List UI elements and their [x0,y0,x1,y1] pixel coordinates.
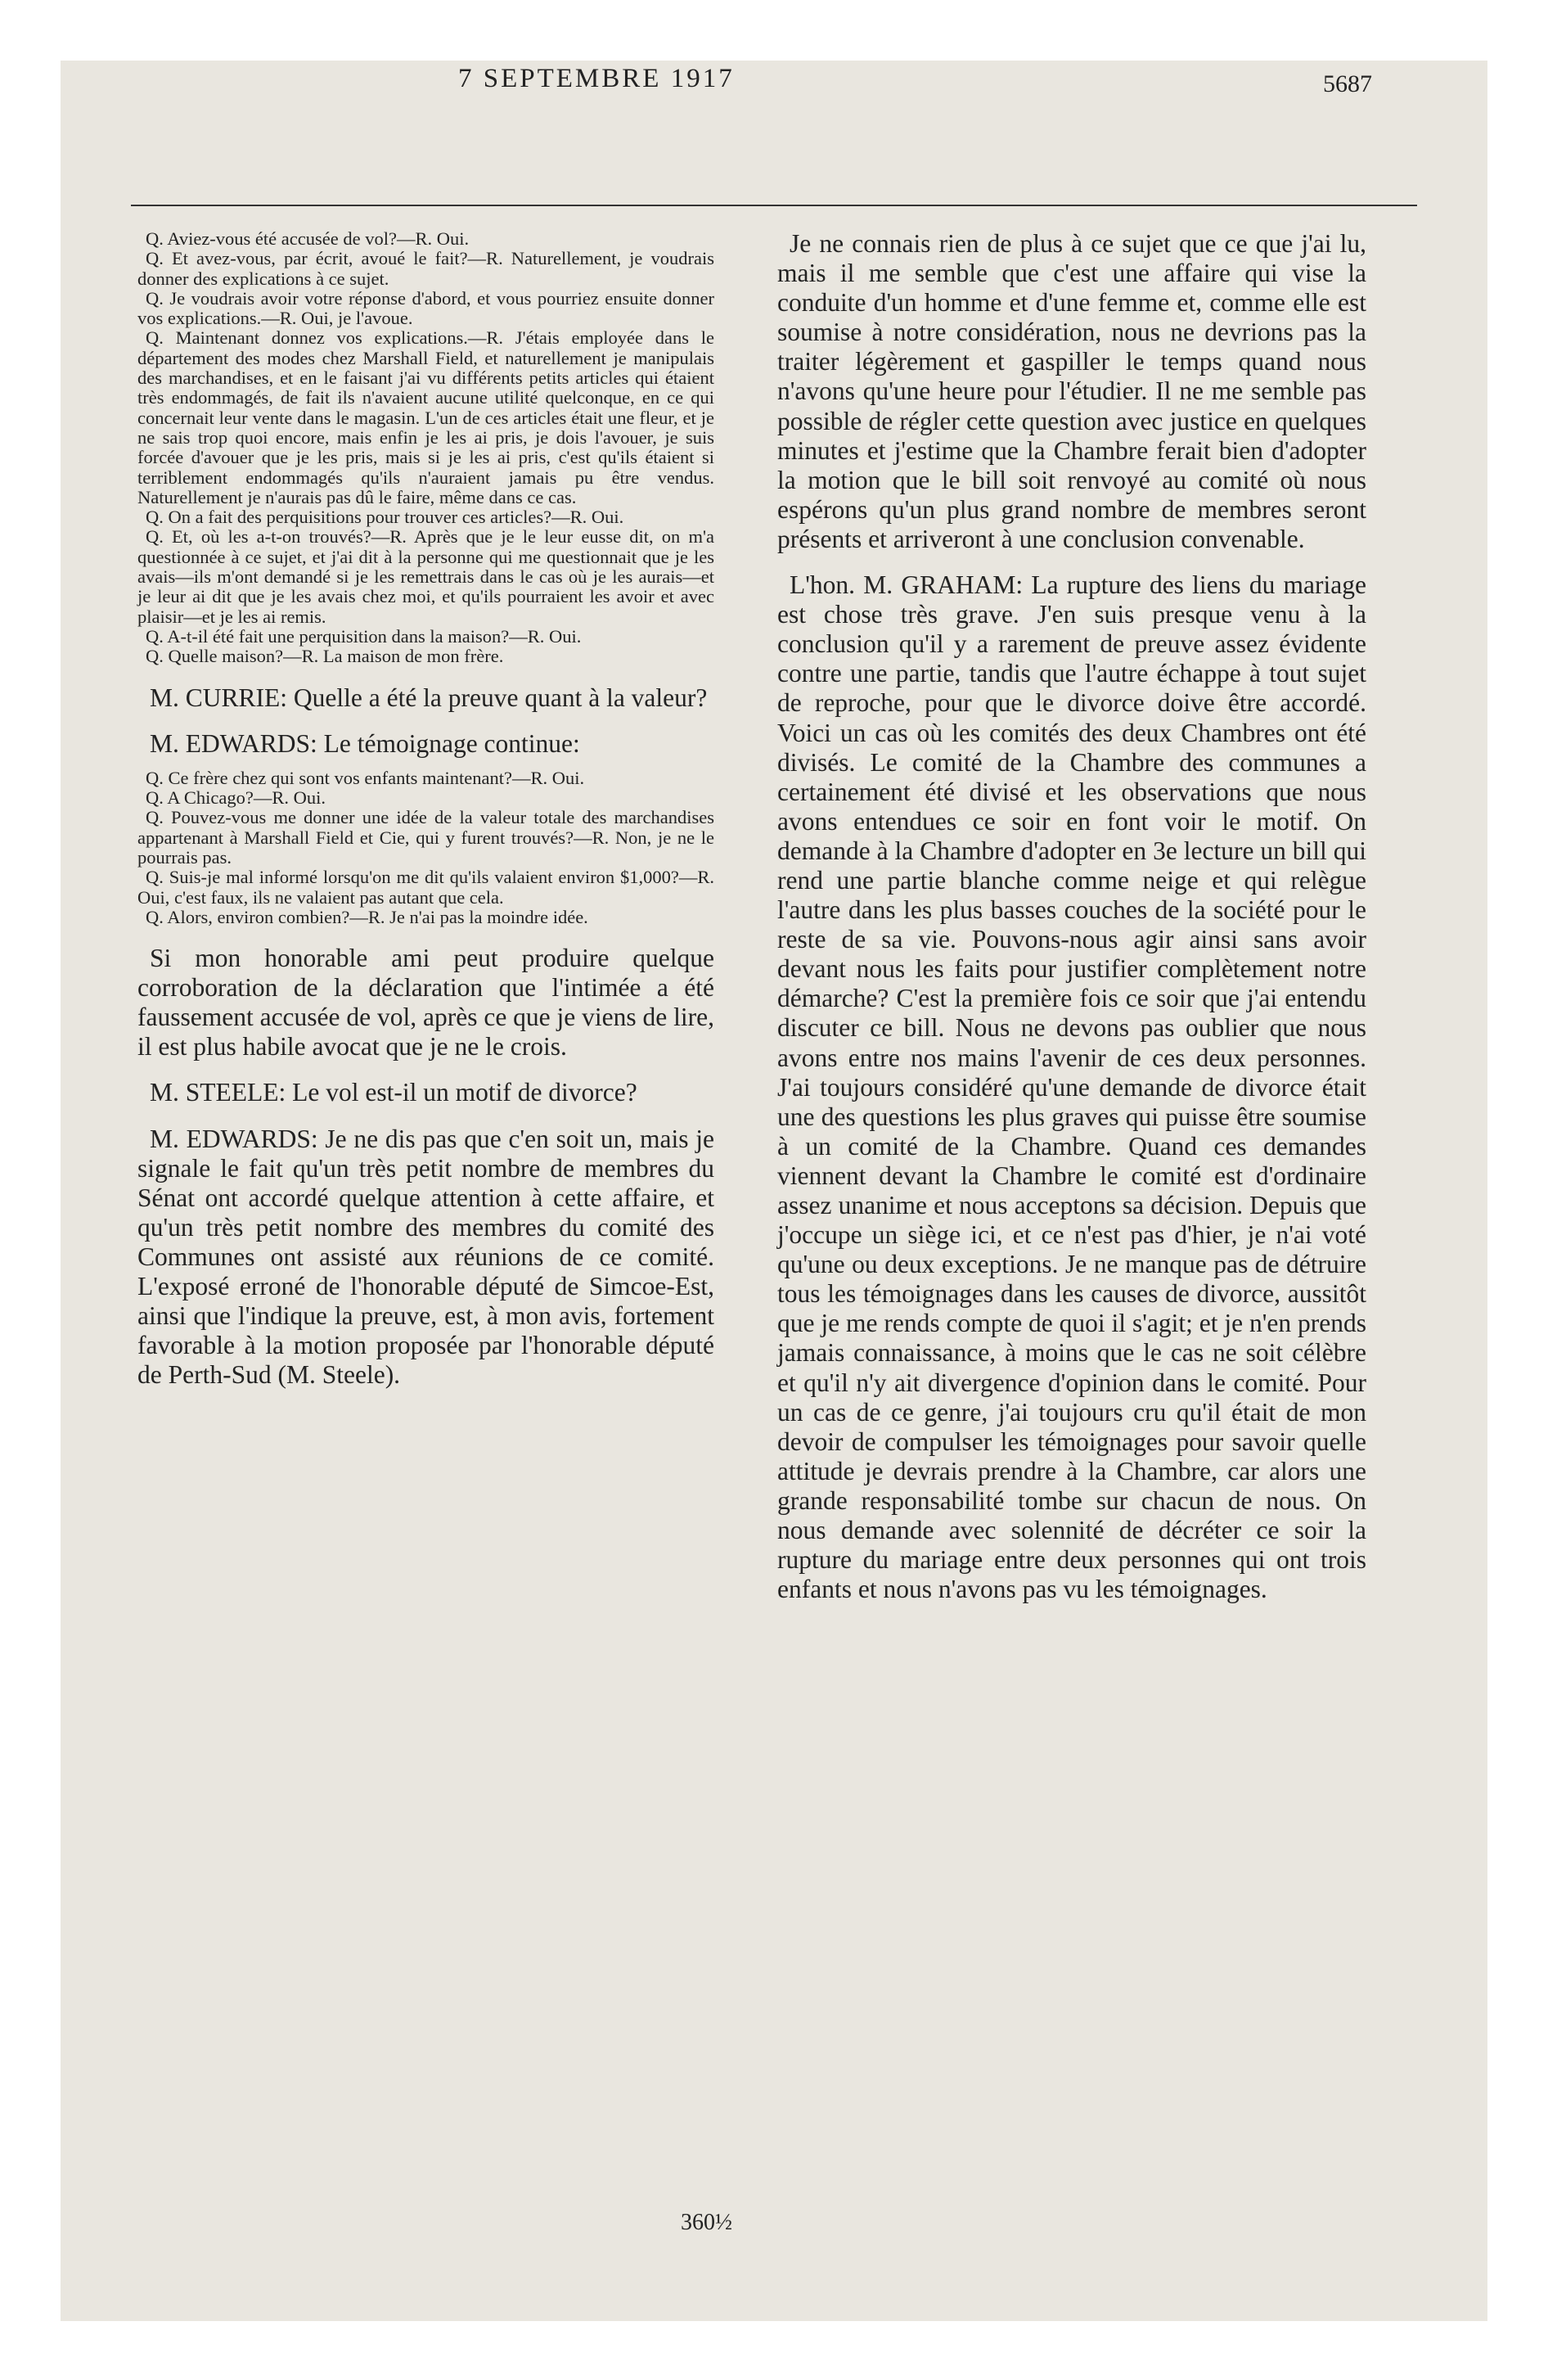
qa-paragraph: Q. A Chicago?—R. Oui. [146,787,326,809]
qa-paragraph: Q. Ce frère chez qui sont vos enfants maintenant?—R. Oui. [146,767,585,788]
body-paragraph: Si mon honorable ami peut produire quelque corroboration de la déclaration que l'intimée a été faussement accusée de vol, après ce que je viens de lire, il est plus habile avocat que je ne le crois. [137,944,714,1062]
header-page-number: 5687 [1323,70,1372,97]
qa-paragraph: Q. Alors, environ combien?—R. Je n'ai pas la moindre idée. [146,906,588,927]
speaker-paragraph-steele: M. STEELE: Le vol est-il un motif de divorce? [150,1078,637,1107]
qa-paragraph: Q. A-t-il été fait une perquisition dans la maison?—R. Oui. [146,625,582,647]
qa-paragraph: Q. Suis-je mal informé lorsqu'on me dit qu'ils valaient environ $1,000?—R. Oui, c'est faux, ils ne valaient pas autant que cela. [137,867,714,908]
speaker-paragraph-edwards: M. EDWARDS: Le témoignage continue: [150,728,580,758]
qa-paragraph: Q. Je voudrais avoir votre réponse d'abord, et vous pourriez ensuite donner vos explications.—R. Oui, je l'avoue. [137,287,714,329]
right-column [777,229,1366,1604]
qa-paragraph: Q. On a fait des perquisitions pour trouver ces articles?—R. Oui. [146,507,624,528]
qa-paragraph: Q. Et, où les a-t-on trouvés?—R. Après que je le leur eusse dit, on m'a questionnée à ce sujet, et j'ai dit à la personne qui me questionnait que je les avais—ils m'ont demandé si je les remettrais dans le cas où je les aurais—et je leur ai dit que je les avais chez moi, et qu'ils pourraient les avoir et avec plaisir—et je les ai remis. [137,526,714,627]
qa-paragraph: Q. Quelle maison?—R. La maison de mon frère. [146,646,504,667]
qa-paragraph: Q. Pouvez-vous me donner une idée de la valeur totale des marchandises appartenant à Marshall Field et Cie, qui y furent trouvés?—R. Non, je ne le pourrais pas. [137,807,714,868]
speaker-paragraph-currie: M. CURRIE: Quelle a été la preuve quant à la valeur? [150,683,708,712]
speaker-paragraph-edwards: M. EDWARDS: Je ne dis pas que c'en soit un, mais je signale le fait qu'un très petit nombre de membres du Sénat ont accordé quelque attention à cette affaire, et qu'un très petit nombre des membres du comité des Communes ont assisté aux réunions de ce comité. L'exposé erroné de l'honorable député de Simcoe-Est, ainsi que l'indique la preuve, est, à mon avis, fortement favorable à la motion proposée par l'honorable député de Perth-Sud (M. Steele). [137,1124,714,1390]
body-paragraph: Je ne connais rien de plus à ce sujet que ce que j'ai lu, mais il me semble que c'est une affaire qui vise la conduite d'un homme et d'une femme et, comme elle est soumise à notre considération, nous ne devrions pas la traiter légèrement et gaspiller le temps quand nous n'avons qu'une heure pour l'étudier. Il ne me semble pas possible de régler cette question avec justice en quelques minutes et j'estime que la Chambre ferait bien d'adopter la motion que le bill soit renvoyé au comité où nous espérons qu'un plus grand nombre de membres seront présents et arriveront à une conclusion convenable. [777,229,1366,553]
header-rule [131,205,1417,206]
qa-paragraph: Q. Maintenant donnez vos explications.—R. J'étais employée dans le département des modes chez Marshall Field, et naturellement je manipulais des marchandises, et en le faisant j'ai vu différents petits articles qui étaient très endommagés, de fait ils n'avaient aucune utilité quelconque, en ce qui concernait leur vente dans le magasin. L'un de ces articles était une fleur, et je ne sais trop quoi encore, mais enfin je les ai pris, je dois l'avouer, je suis forcée d'avouer que je les pris, mais si je les ai pris, c'est qu'ils étaient si terriblement endommagés qu'ils n'auraient jamais pu être vendus. Naturellement je n'aurais pas dû le faire, même dans ce cas. [137,327,714,507]
page-folio: 360½ [681,2210,732,2235]
speaker-paragraph-graham: L'hon. M. GRAHAM: La rupture des liens du mariage est chose très grave. J'en suis presque venu à la conclusion qu'il y a rarement de preuve assez évidente contre une partie, tandis que l'autre échappe à tout sujet de reproche, pour que le divorce doive être accordé. Voici un cas où les comités des deux Chambres ont été divisés. Le comité de la Chambre des communes a certainement été divisé et les observations que nous avons entendues ce soir en font voir le motif. On demande à la Chambre d'adopter en 3e lecture un bill qui rend une partie blanche comme neige et qui relègue l'autre dans les plus basses couches de la société pour le reste de sa vie. Pouvons-nous agir ainsi sans avoir devant nous les faits pour justifier complètement notre démarche? C'est la première fois ce soir que j'ai entendu discuter ce bill. Nous ne devons pas oublier que nous avons entre nos mains l'avenir de ces deux personnes. J'ai toujours considéré qu'une demande de divorce était une des questions les plus graves qui puisse être soumise à un comité de la Chambre. Quand ces demandes viennent devant la Chambre le comité est d'ordinaire assez unanime et nous acceptons sa décision. Depuis que j'occupe un siège ici, et ce n'est pas d'hier, je n'ai voté qu'une ou deux exceptions. Je ne manque pas de détruire tous les témoignages dans les causes de divorce, aussitôt que je me rends compte de quoi il s'agit; et je n'en prends jamais connaissance, à moins que le cas ne soit célèbre et qu'il n'y ait divergence d'opinion dans le comité. Pour un cas de ce genre, j'ai toujours cru qu'il était de mon devoir de compulser les témoignages pour savoir quelle attitude je devrais prendre à la Chambre, car alors une grande responsabilité tombe sur chacun de nous. On nous demande avec solennité de décréter ce soir la rupture du mariage entre deux personnes qui ont trois enfants et nous n'avons pas vu les témoignages. [777,570,1366,1604]
qa-paragraph: Q. Aviez-vous été accusée de vol?—R. Oui. [146,228,470,249]
header-date: 7 SEPTEMBRE 1917 [458,64,735,93]
left-column [137,229,714,1390]
qa-paragraph: Q. Et avez-vous, par écrit, avoué le fait?—R. Naturellement, je voudrais donner des explications à ce sujet. [137,248,714,289]
